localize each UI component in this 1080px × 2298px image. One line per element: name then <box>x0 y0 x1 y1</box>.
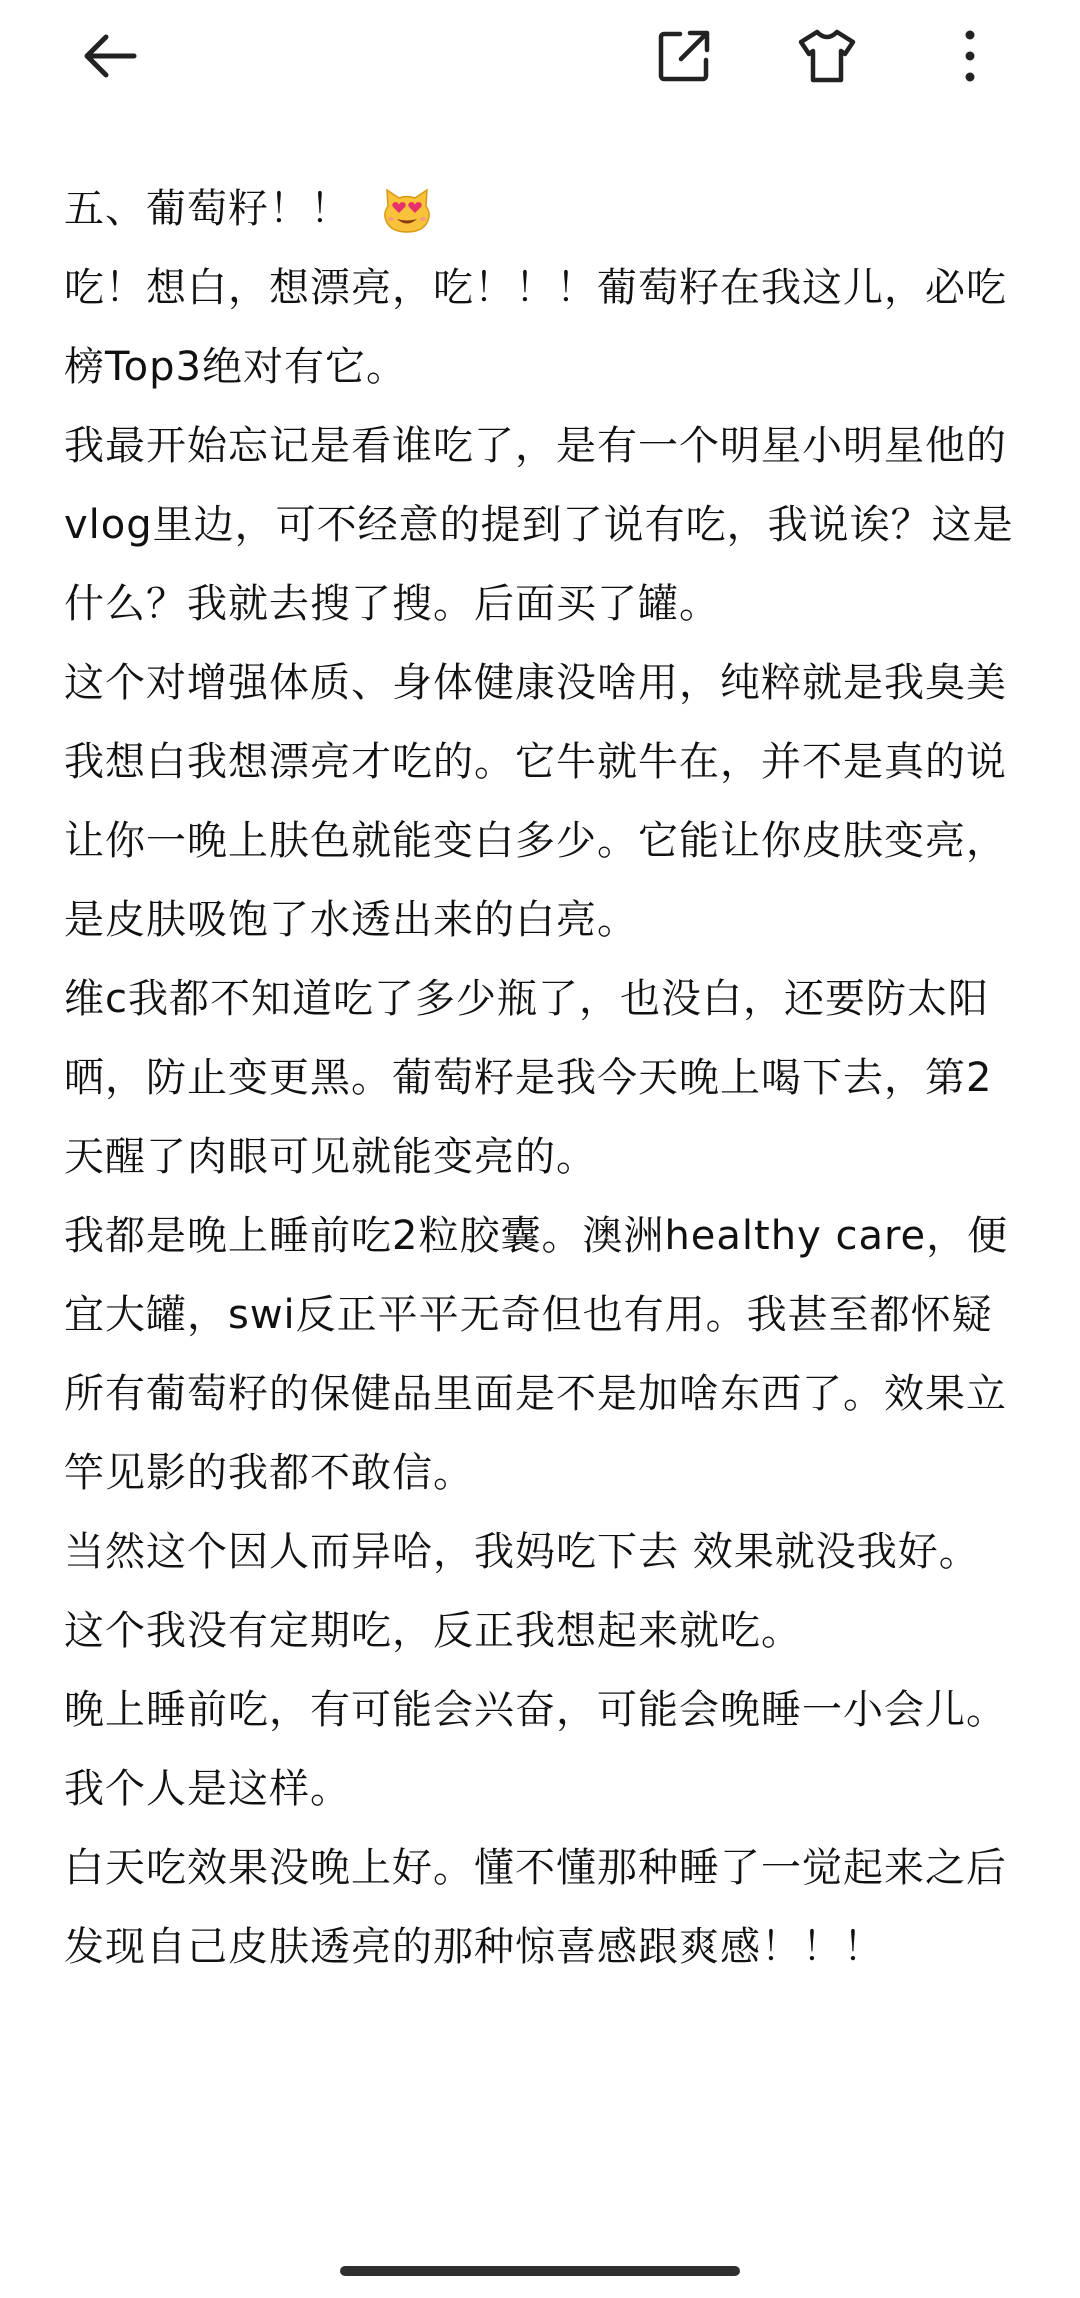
more-button[interactable] <box>930 16 1010 96</box>
article-paragraph: 这个我没有定期吃，反正我想起来就吃。 <box>64 1608 802 1654</box>
top-toolbar <box>0 0 1080 112</box>
article-paragraph: 晚上睡前吃，有可能会兴奋，可能会晚睡一小会儿。我个人是这样。 <box>64 1687 1007 1812</box>
theme-button[interactable] <box>787 16 867 96</box>
share-external-icon <box>654 26 714 86</box>
article-paragraph: 我都是晚上睡前吃2粒胶囊。澳洲healthy care，便宜大罐，swi反正平平无奇但也有用。我甚至都怀疑所有葡萄籽的保健品里面是不是加啥东西了。效果立竿见影的我都不敢信。 <box>64 1213 1009 1496</box>
home-indicator[interactable] <box>340 2266 740 2276</box>
share-button[interactable] <box>644 16 724 96</box>
heart-eyes-cat-icon <box>381 184 433 236</box>
article-paragraph: 这个对增强体质、身体健康没啥用，纯粹就是我臭美我想白我想漂亮才吃的。它牛就牛在，并不是真的说让你一晚上肤色就能变白多少。它能让你皮肤变亮，是皮肤吸饱了水透出来的白亮。 <box>64 660 1007 943</box>
article-paragraph: 白天吃效果没晚上好。懂不懂那种睡了一觉起来之后发现自己皮肤透亮的那种惊喜感跟爽感！！！ <box>64 1845 1007 1970</box>
more-vertical-icon <box>960 26 980 86</box>
article-heading-line <box>64 170 1016 249</box>
tshirt-icon <box>795 24 859 88</box>
article-paragraph: 维c我都不知道吃了多少瓶了，也没白，还要防太阳晒，防止变更黑。葡萄籽是我今天晚上喝下去，第2天醒了肉眼可见就能变亮的。 <box>64 976 993 1180</box>
article-paragraph: 我最开始忘记是看谁吃了，是有一个明星小明星他的vlog里边，可不经意的提到了说有吃，我说诶？这是什么？我就去搜了搜。后面买了罐。 <box>64 423 1014 627</box>
article-paragraph: 当然这个因人而异哈，我妈吃下去 效果就没我好。 <box>64 1529 980 1575</box>
article-heading: 五、葡萄籽！！ <box>64 186 351 232</box>
arrow-left-icon <box>78 24 142 88</box>
article-paragraph: 吃！想白，想漂亮，吃！！！葡萄籽在我这儿，必吃榜Top3绝对有它。 <box>64 265 1007 390</box>
back-button[interactable] <box>70 16 150 96</box>
article-body <box>64 170 1016 1987</box>
